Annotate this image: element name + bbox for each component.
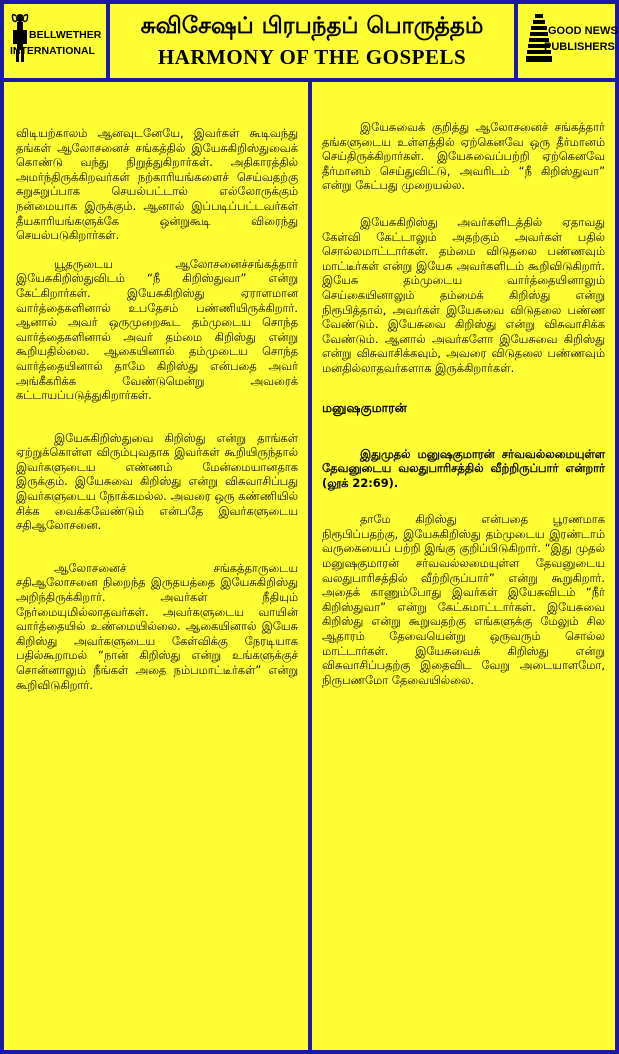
paragraph: விடியற்காலம் ஆனவுடனேயே, இவர்கள் கூடிவந்து தங்கள் ஆலோசனைச் சங்கத்தில் இயேசுகிறிஸ்துவைக் கொண்டு வந்து நிறுத்துகிறார்கள். அதிகாரத்தில் அமர்ந்திருக்கிறவர்கள் நற்காரியங்களைச் செய்வதற்கு சுறுசுறுப்பாக செயல்பட்டால் எல்லோருக்கும் நன்மையாக இருக்கும். ஆனால் இப்படிப்பட்டவர்கள் தீயகாரியங்களுக்கே ஒன்றுகூடி விரைந்து செயல்படுகிறார்கள். — [16, 126, 298, 243]
section-heading: மனுஷகுமாரன் — [322, 399, 407, 415]
stacked-books-icon — [526, 14, 552, 64]
paragraph: இயேசுகிறிஸ்துவை கிறிஸ்து என்று தாங்கள் ஏற்றுக்கொள்ள விரும்புவதாக இவர்கள் கூறியிருந்தால் இவர்களுடைய எண்ணம் மேன்மையானதாக இருக்கும். இயேசுவை கிறிஸ்து என்று விசுவாசிப்பது இவர்களுடைய நோக்கமல்ல. அவரை ஒரு கண்ணியில் சிக்க வைக்கவேண்டும் என்பதே இவர்களுடைய சதிஆலோசனை. — [16, 430, 298, 533]
paragraph: தாமே கிறிஸ்து என்பதை பூரணமாக நிரூபிப்பதற்கு, இயேசுகிறிஸ்து தம்முடைய இரண்டாம் வருகையைப் பற்றி இங்கு குறிப்பிடுகிறார். “இது முதல் மனுஷகுமாரன் சர்வவல்லமையுள்ள தேவனுடைய வலதுபாரிசத்தில் வீற்றிருப்பார்” என்று கூறுகிறார். அதைக் காணும்போது இவர்கள் இயேசுவிடம் “நீர் கிறிஸ்துவா” என்று கேட்கமாட்டார்கள். இயேசுவை கிறிஸ்து என்று கூறுவதற்கு எங்களுக்கு மேலும் சில ஆதாரம் தேவையென்று ஒருவரும் சொல்ல மாட்டார்கள். இயேசுவைக் கிறிஸ்து என்று விசுவாசிப்பதற்கு இதைவிட வேறு அடையாளமோ, நிருபணமோ தேவையில்லை. — [322, 512, 605, 687]
paragraph: இயேசுவைக் குறித்து ஆலோசனைச் சங்கத்தார் தங்களுடைய உள்ளத்தில் ஏற்கெனவே ஒரு தீர்மானம் செய்திருக்கிறார்கள். இயேசுவைப்பற்றி ஏற்கெனவே தீர்மானம் செய்துவிட்டு, அவரிடம் “நீ கிறிஸ்துவா” என்று கேட்பது முறையல்ல. — [322, 120, 605, 193]
publisher-logo-left — [4, 4, 106, 78]
paragraph: ஆலோசனைச் சங்கத்தாருடைய சதிஆலோசனை நிறைந்த இருதயத்தை இயேசுகிறிஸ்து அறிந்திருக்கிறார். அவர்கள் நீதியும் நேர்மையுமில்லாதவர்கள். அவர்களுடைய வாயின் வார்த்தையில் உண்மையில்லை. ஆகையினால் இயேசு கிறிஸ்து அவர்களுடைய கேள்விக்கு நேரடியாக பதில்கூறாமல் “நான் கிறிஸ்து என்று உங்களுக்குச் சொன்னாலும் நீங்கள் அதை நம்பமாட்டீர்கள்” என்று கூறிவிடுகிறார். — [16, 560, 298, 692]
logo-right-line2: PUBLISHERS — [544, 41, 615, 53]
left-column — [4, 82, 308, 1050]
logo-left-line2: INTERNATIONAL — [10, 45, 95, 57]
page-header — [110, 4, 514, 78]
logo-right-line1: GOOD NEWS — [548, 25, 618, 37]
title-tamil: சுவிசேஷப் பிரபந்தப் பொருத்தம் — [140, 13, 484, 39]
title-english: HARMONY OF THE GOSPELS — [157, 45, 467, 69]
right-column — [312, 82, 615, 1050]
paragraph: யூதருடைய ஆலோசனைச்சங்கத்தார் இயேசுகிறிஸ்துவிடம் “நீ கிறிஸ்துவா” என்று கேட்கிறார்கள். இயேசுகிறிஸ்து ஏராளமான வார்த்தைகளினால் உபதேசம் பண்ணியிருக்கிறார். ஆனால் அவர் ஒருமுறைகூட தம்முடைய சொந்த வார்த்தைகளினால் அவர் தம்மை கிறிஸ்து என்று கூறியதில்லை. ஆகையினால் தம்முடைய சொந்த வார்த்தையினால் தாமே கிறிஸ்து என்பதை அவர் அங்கீகரிக்க வேண்டுமென்று அவரைக் கட்டாயப்படுத்துகிறார்கள். — [16, 256, 298, 403]
publisher-logo-right — [518, 4, 618, 78]
paragraph: இயேசுகிறிஸ்து அவர்களிடத்தில் ஏதாவது கேள்வி கேட்டாலும் அதற்கும் அவர்கள் பதில் சொல்லமாட்டார்கள். தம்மை விடுதலை பண்ணவும் மாட்டீர்கள் என்று இயேசு அவர்களிடம் கூறிவிடுகிறார். இயேசு தம்முடைய வார்த்தையினாலும் செய்கையினாலும் தம்மைக் கிறிஸ்து என்று நிரூபித்தால், அவர்கள் இயேசுவை விடுதலை பண்ண வேண்டும். இயேசுவை கிறிஸ்து என்று விசுவாசிக்க வேண்டும். ஆனால் அவர்களோ இயேசுவை கிறிஸ்து என்று விசுவாசிக்கவும், அவரை விடுதலை பண்ணவும் மனதில்லாதவர்களாக இருக்கிறார்கள். — [322, 214, 605, 375]
logo-left-line1: BELLWETHER — [29, 29, 102, 41]
scripture-verse: இதுமுதல் மனுஷகுமாரன் சர்வவல்லமையுள்ள தேவனுடைய வலதுபாரிசத்தில் வீற்றிருப்பார் என்றார் (லூக் 22:69). — [322, 446, 605, 490]
